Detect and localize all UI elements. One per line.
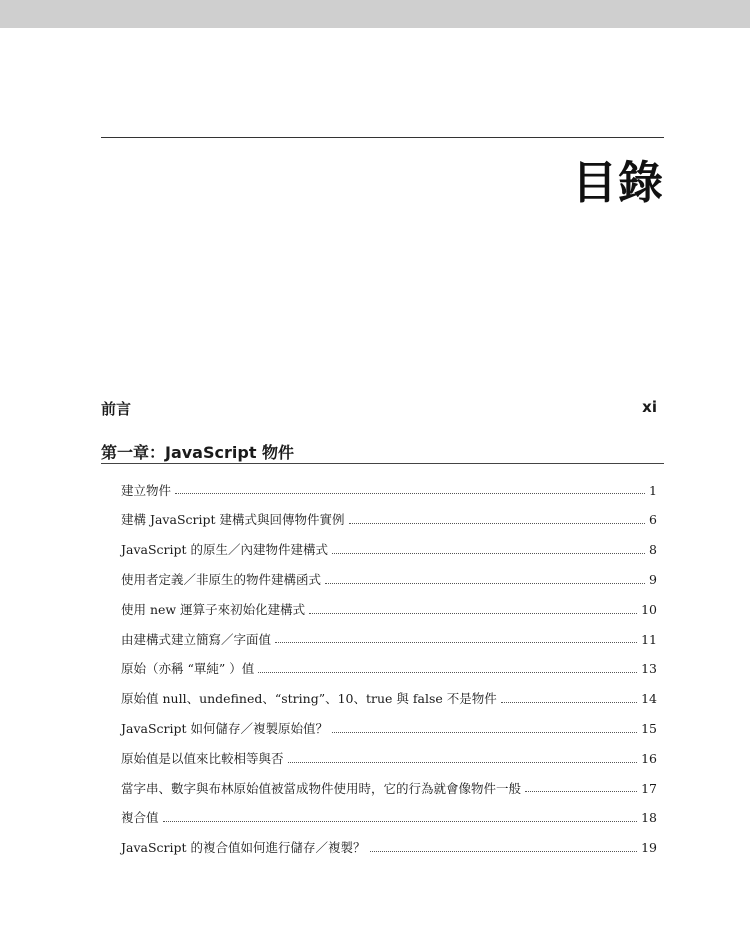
dot-leader	[175, 493, 645, 494]
toc-entry-page: 13	[641, 661, 657, 677]
dot-leader	[288, 762, 638, 763]
toc-entry[interactable]	[121, 625, 657, 655]
dot-leader	[275, 642, 637, 643]
toc-entry-title: 建立物件	[121, 482, 172, 498]
toc-entry-page: 1	[649, 482, 657, 498]
toc-entry-page: 18	[641, 810, 657, 826]
dot-leader	[332, 553, 645, 554]
toc-entry-title: 複合值	[121, 810, 159, 826]
toc-entry-page: 17	[641, 780, 657, 796]
toc-entry-title: 使用 new 運算子來初始化建構式	[121, 601, 306, 617]
toc-entry-title: 建構 JavaScript 建構式與回傳物件實例	[121, 512, 345, 528]
preface-page-number: xi	[642, 398, 657, 416]
toc-entry[interactable]	[121, 655, 657, 685]
toc-entry-title: 原始值是以值來比較相等與否	[121, 750, 284, 766]
toc-entry-title: 原始值 null、undefined、“string”、10、true 與 false 不是物件	[121, 691, 497, 707]
toc-entry-page: 6	[649, 512, 657, 528]
dot-leader	[258, 672, 637, 673]
toc-entry[interactable]	[121, 595, 657, 625]
top-gray-band	[0, 0, 750, 28]
dot-leader	[349, 523, 646, 524]
toc-entry-title: 使用者定義／非原生的物件建構函式	[121, 572, 322, 588]
page-title: 目錄	[571, 156, 664, 209]
dot-leader	[309, 613, 637, 614]
toc-entry-title: JavaScript 的複合值如何進行儲存／複製？	[121, 840, 366, 856]
dot-leader	[525, 791, 637, 792]
preface-label: 前言	[101, 400, 132, 418]
chapter-heading: 第一章：JavaScript 物件	[101, 443, 295, 462]
toc-entry[interactable]	[121, 506, 657, 536]
toc-entry-page: 9	[649, 572, 657, 588]
toc-entry-title: 當字串、數字與布林原始值被當成物件使用時，它的行為就會像物件一般	[121, 780, 522, 796]
dot-leader	[501, 702, 637, 703]
toc-entry[interactable]	[121, 565, 657, 595]
toc-entry[interactable]	[121, 804, 657, 834]
toc-entry-page: 8	[649, 542, 657, 558]
toc-entry-page: 19	[641, 840, 657, 856]
toc-entry[interactable]	[121, 685, 657, 715]
dot-leader	[370, 851, 638, 852]
toc-entry-page: 15	[641, 721, 657, 737]
dot-leader	[332, 732, 637, 733]
dot-leader	[325, 583, 645, 584]
toc-entry-page: 16	[641, 750, 657, 766]
dot-leader	[163, 821, 638, 822]
toc-entry[interactable]	[121, 476, 657, 506]
toc-preface-entry[interactable]	[101, 398, 657, 419]
toc-entry-title: JavaScript 的原生／內建物件建構式	[121, 542, 329, 558]
toc-entry[interactable]	[121, 774, 657, 804]
toc-entry-title: JavaScript 如何儲存／複製原始值？	[121, 721, 329, 737]
toc-entry-title: 由建構式建立簡寫／字面值	[121, 631, 272, 647]
toc-entry[interactable]	[121, 714, 657, 744]
toc-entry[interactable]	[121, 536, 657, 566]
toc-list	[121, 476, 657, 863]
toc-entry[interactable]	[121, 744, 657, 774]
toc-entry[interactable]	[121, 834, 657, 864]
toc-entry-page: 10	[641, 601, 657, 617]
chapter-divider	[101, 463, 664, 464]
toc-entry-page: 11	[641, 631, 657, 647]
toc-entry-title: 原始（亦稱 “單純” ）值	[121, 661, 255, 677]
toc-entry-page: 14	[641, 691, 657, 707]
title-divider	[101, 137, 664, 138]
